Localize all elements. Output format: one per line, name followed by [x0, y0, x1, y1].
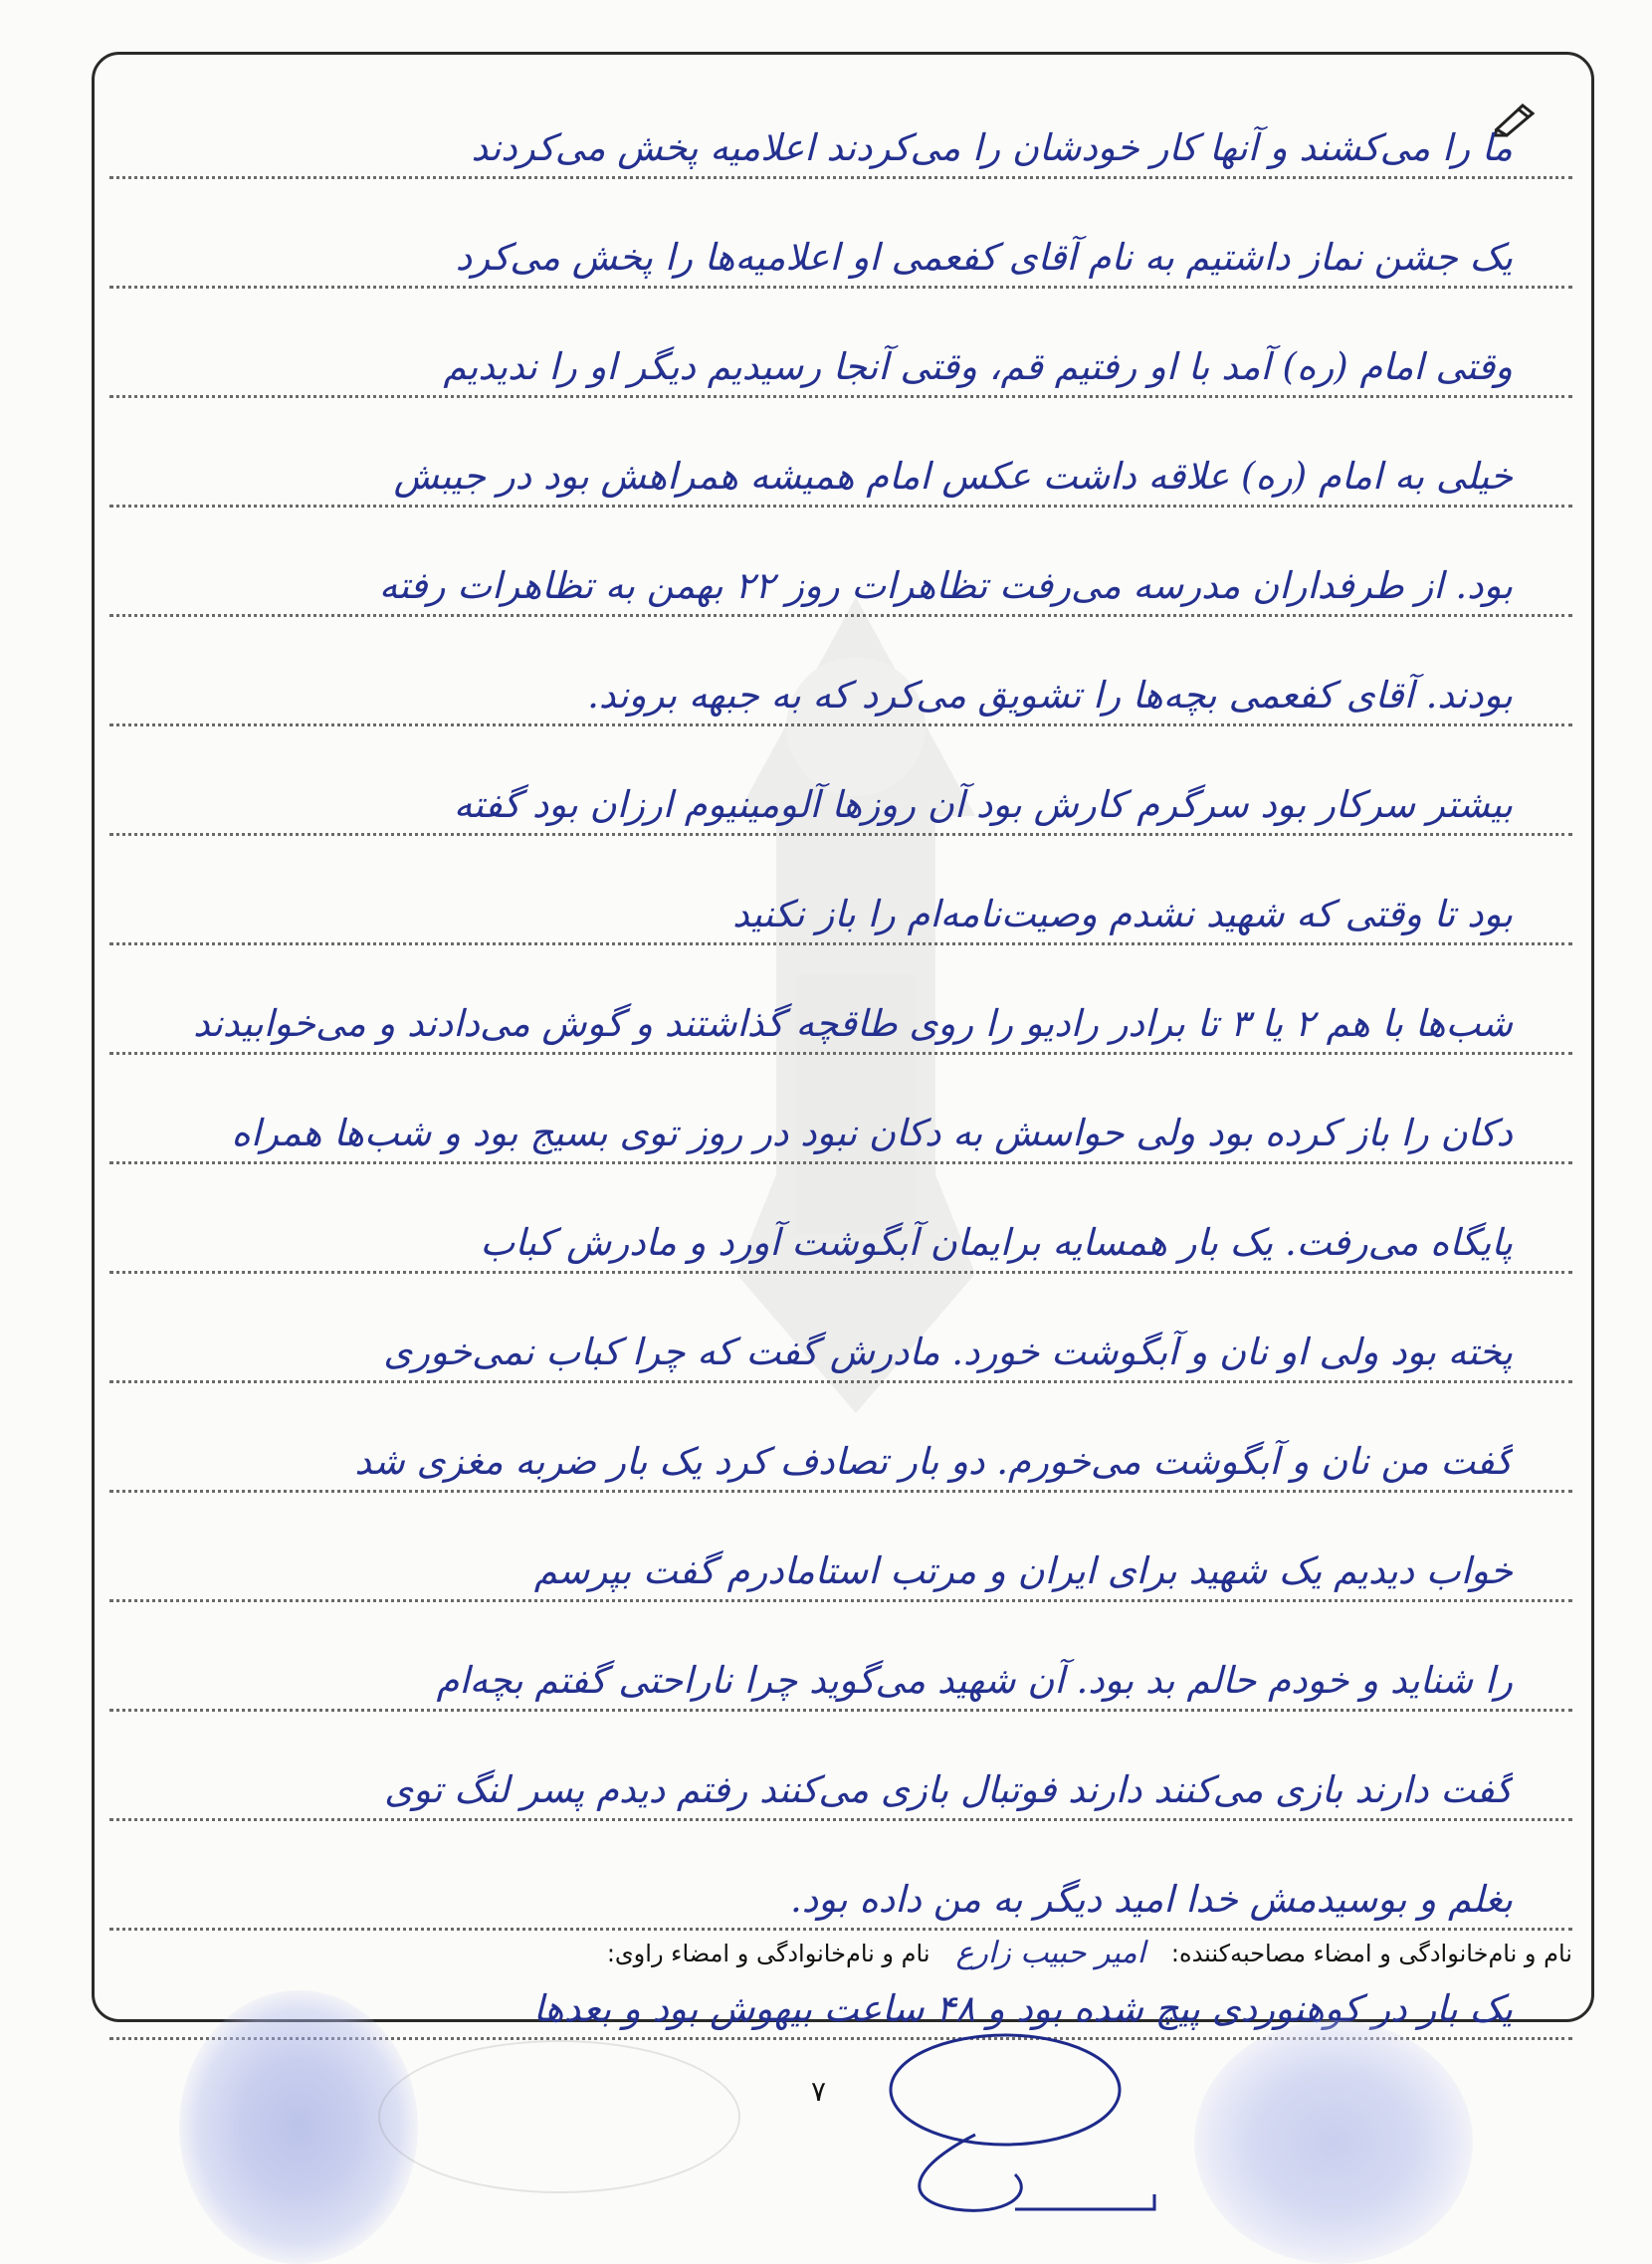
line-text: بودند. آقای کفعمی بچه‌ها را تشویق می‌کرد که به جبهه بروند. — [587, 673, 1513, 717]
line-text: یک جشن نماز داشتیم به نام آقای کفعمی او اعلامیه‌ها را پخش می‌کرد — [455, 235, 1513, 279]
text-line — [109, 179, 1572, 289]
line-text: وقتی امام (ره) آمد با او رفتیم قم، وقتی آنجا رسیدیم دیگر او را ندیدیم — [443, 344, 1513, 388]
faint-stamp-oval — [378, 2040, 740, 2193]
text-line — [109, 1383, 1572, 1493]
handwritten-text-area — [109, 70, 1572, 2040]
line-text: پخته بود ولی او نان و آبگوشت خورد. مادرش گفت که چرا کباب نمی‌خوری — [383, 1330, 1513, 1373]
line-text: خیلی به امام (ره) علاقه داشت عکس امام همیشه همراهش بود در جیبش — [393, 454, 1513, 498]
line-text: بغلم و بوسیدمش خدا امید دیگر به من داده بود. — [790, 1877, 1513, 1921]
line-text: بود تا وقتی که شهید نشدم وصیت‌نامه‌ام را باز نکنید — [732, 892, 1513, 935]
text-line — [109, 945, 1572, 1055]
text-line — [109, 617, 1572, 726]
signature-row — [109, 1936, 1572, 1970]
line-text: بیشتر سرکار بود سرگرم کارش بود آن روزها آلومینیوم ارزان بود گفته — [453, 782, 1513, 826]
text-line — [109, 1164, 1572, 1274]
text-line — [109, 70, 1572, 179]
text-line — [109, 508, 1572, 617]
line-text: یک بار در کوهنوردی پیچ شده بود و ۴۸ ساعت بیهوش بود و بعدها — [532, 1986, 1513, 2030]
interviewer-name: امیر حبیب زارع — [955, 1936, 1145, 1970]
text-line — [109, 836, 1572, 945]
line-text: پایگاه می‌رفت. یک بار همسایه برایمان آبگوشت آورد و مادرش کباب — [480, 1220, 1513, 1264]
text-line — [109, 1821, 1572, 1931]
text-line — [109, 1274, 1572, 1383]
line-text: ما را می‌کشند و آنها کار خودشان را می‌کردند اعلامیه پخش می‌کردند — [471, 125, 1513, 169]
text-line — [109, 1712, 1572, 1821]
text-line — [109, 1493, 1572, 1602]
line-text: گفت من نان و آبگوشت می‌خورم. دو بار تصادف کرد یک بار ضربه مغزی شد — [354, 1439, 1513, 1483]
text-line — [109, 1602, 1572, 1712]
line-text: خواب دیدیم یک شهید برای ایران و مرتب استامادرم گفت بپرسم — [533, 1548, 1513, 1592]
signature-scribble — [856, 2025, 1174, 2224]
line-text: گفت دارند بازی می‌کنند دارند فوتبال بازی می‌کنند رفتم دیدم پسر لنگ توی — [384, 1767, 1513, 1811]
fingerprint-right — [1194, 2020, 1473, 2264]
line-text: شب‌ها با هم ۲ یا ۳ تا برادر رادیو را روی طاقچه گذاشتند و گوش می‌دادند و می‌خوابیدند — [193, 1001, 1513, 1045]
line-text: دکان را باز کرده بود ولی حواسش به دکان نبود در روز توی بسیج بود و شب‌ها همراه — [231, 1111, 1513, 1154]
text-line — [109, 289, 1572, 398]
line-text: را شناید و خودم حالم بد بود. آن شهید می‌گوید چرا ناراحتی گفتم بچه‌ام — [436, 1658, 1513, 1702]
page-number: ۷ — [811, 2075, 827, 2108]
text-line — [109, 726, 1572, 836]
text-line — [109, 398, 1572, 508]
text-line — [109, 1055, 1572, 1164]
interviewer-label: نام و نام‌خانوادگی و امضاء مصاحبه‌کننده: — [1170, 1939, 1572, 1967]
narrator-label: نام و نام‌خانوادگی و امضاء راوی: — [606, 1939, 930, 1967]
line-text: بود. از طرفداران مدرسه می‌رفت تظاهرات روز ۲۲ بهمن به تظاهرات رفته — [378, 563, 1513, 607]
